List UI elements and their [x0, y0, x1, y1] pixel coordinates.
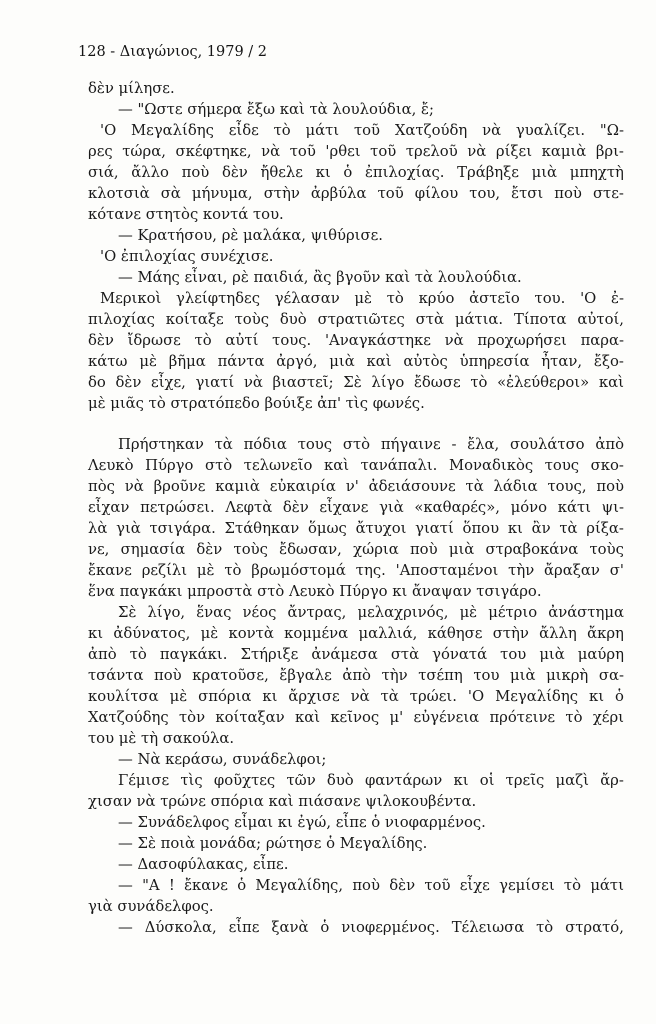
text-line: τσάντα ποὺ κρατοῦσε, ἔβγαλε ἀπὸ τὴν τσέπη του μιὰ μικρὴ σα-	[88, 667, 624, 684]
text-line: — Δύσκολα, εἶπε ξανὰ ὁ νιοφερμένος. Τέλειωσα τὸ στρατό,	[118, 919, 624, 936]
text-line: κι ἀδύνατος, μὲ κοντὰ κομμένα μαλλιά, κάθησε στὴν ἄλλη ἄκρη	[88, 625, 624, 642]
text-line: ἕνα παγκάκι μπροστὰ στὸ Λευκὸ Πύργο κι ἄναψαν τσιγάρο.	[88, 583, 542, 600]
text-line: πιλοχίας κοίταξε τοὺς δυὸ στρατιῶτες στὰ μάτια. Τίποτα αὐτοί,	[88, 311, 624, 328]
text-line: Γέμισε τὶς φοῦχτες τῶν δυὸ φαντάρων κι οἱ τρεῖς μαζὶ ἄρ-	[118, 772, 624, 789]
text-line: νε, σημασία δὲν τοὺς ἔδωσαν, χώρια ποὺ μιὰ στραβοκάνα τοὺς	[88, 541, 624, 558]
page-header: 128 - Διαγώνιος, 1979 / 2	[78, 44, 268, 60]
text-line: — Μάης εἶναι, ρὲ παιδιά, ἂς βγοῦν καὶ τὰ λουλούδια.	[118, 269, 522, 286]
text-line: 'Ο ἐπιλοχίας συνέχισε.	[100, 248, 274, 265]
text-line: του μὲ τὴ σακούλα.	[88, 730, 235, 747]
text-line: πὸς νὰ βροῦνε καμιὰ εὐκαιρία ν' ἀδειάσουνε τὰ λάδια τους, ποὺ	[88, 478, 624, 495]
text-line: Σὲ λίγο, ἕνας νέος ἄντρας, μελαχρινός, μὲ μέτριο ἀνάστημα	[118, 604, 624, 621]
text-line: κότανε στητὸς κοντά του.	[88, 206, 284, 223]
text-line: Χατζούδης τὸν κοίταξαν καὶ κεῖνος μ' εὐγένεια πρότεινε τὸ χέρι	[88, 709, 624, 726]
text-line: — Κρατήσου, ρὲ μαλάκα, ψιθύρισε.	[118, 227, 383, 244]
text-line: λὰ γιὰ τσιγάρα. Στάθηκαν ὅμως ἄτυχοι γιατί ὅπου κι ἂν τὰ ρίξα-	[88, 520, 624, 537]
text-line: γιὰ συνάδελφος.	[88, 898, 214, 915]
text-line: εἶχαν πετρώσει. Λεφτὰ δὲν εἶχανε γιὰ «καθαρές», μόνο κάτι ψι-	[88, 499, 624, 516]
text-line: κουλίτσα μὲ σπόρια κι ἄρχισε νὰ τὰ τρώει. 'Ο Μεγαλίδης κι ὁ	[88, 688, 624, 705]
text-line: — Δασοφύλακας, εἶπε.	[118, 856, 289, 873]
text-line: κλοτσιὰ σὰ μήνυμα, στὴν ἀρβύλα τοῦ φίλου του, ἔτσι ποὺ στε-	[88, 185, 624, 202]
text-line: Πρήστηκαν τὰ πόδια τους στὸ πήγαινε - ἔλα, σουλάτσο ἀπὸ	[118, 436, 624, 453]
text-line: δὲν μίλησε.	[88, 80, 175, 97]
text-line: 'Ο Μεγαλίδης εἶδε τὸ μάτι τοῦ Χατζούδη νὰ γυαλίζει. "Ω-	[100, 122, 624, 139]
text-line: ἀπὸ τὸ παγκάκι. Στήριξε ἀνάμεσα στὰ γόνατά του μιὰ μαύρη	[88, 646, 624, 663]
text-line: δο δὲν εἶχε, γιατί νὰ βιαστεῖ; Σὲ λίγο ἔδωσε τὸ «ἐλεύθεροι» καὶ	[88, 374, 624, 391]
text-line: — "Α ! ἔκανε ὁ Μεγαλίδης, ποὺ δὲν τοῦ εἶχε γεμίσει τὸ μάτι	[118, 877, 624, 894]
text-line: σιά, ἄλλο ποὺ δὲν ἤθελε κι ὁ ἐπιλοχίας. Τράβηξε μιὰ μπηχτὴ	[88, 164, 624, 181]
text-line: χισαν νὰ τρώνε σπόρια καὶ πιάσανε ψιλοκουβέντα.	[88, 793, 477, 810]
text-line: Λευκὸ Πύργο στὸ τελωνεῖο καὶ τανάπαλι. Μοναδικὸς τους σκο-	[88, 457, 624, 474]
text-line: μὲ μιᾶς τὸ στρατόπεδο βούιξε ἀπ' τὶς φωνές.	[88, 395, 425, 412]
text-line: ἔκανε ρεζίλι μὲ τὸ βρωμόστομά της. 'Αποσταμένοι τὴν ἄραξαν σ'	[88, 562, 624, 579]
text-line: Μερικοὶ γλείφτηδες γέλασαν μὲ τὸ κρύο ἀστεῖο του. 'Ο ἐ-	[100, 290, 624, 307]
text-line: κάτω μὲ βῆμα πάντα ἀργό, μιὰ καὶ αὐτὸς ὑπηρεσία ἦταν, ἔξο-	[88, 353, 624, 370]
text-line: δὲν ἴδρωσε τὸ αὐτί τους. 'Αναγκάστηκε νὰ προχωρήσει παρα-	[88, 332, 624, 349]
text-line: — "Ωστε σήμερα ἔξω καὶ τὰ λουλούδια, ἔ;	[118, 101, 434, 118]
text-line: ρες τώρα, σκέφτηκε, νὰ τοῦ 'ρθει τοῦ τρελοῦ νὰ ρίξει καμιὰ βρι-	[88, 143, 624, 160]
text-line: — Συνάδελφος εἶμαι κι ἐγώ, εἶπε ὁ νιοφαρμένος.	[118, 814, 486, 831]
text-line: — Σὲ ποιὰ μονάδα; ρώτησε ὁ Μεγαλίδης.	[118, 835, 428, 852]
text-line: — Νὰ κεράσω, συνάδελφοι;	[118, 751, 327, 768]
